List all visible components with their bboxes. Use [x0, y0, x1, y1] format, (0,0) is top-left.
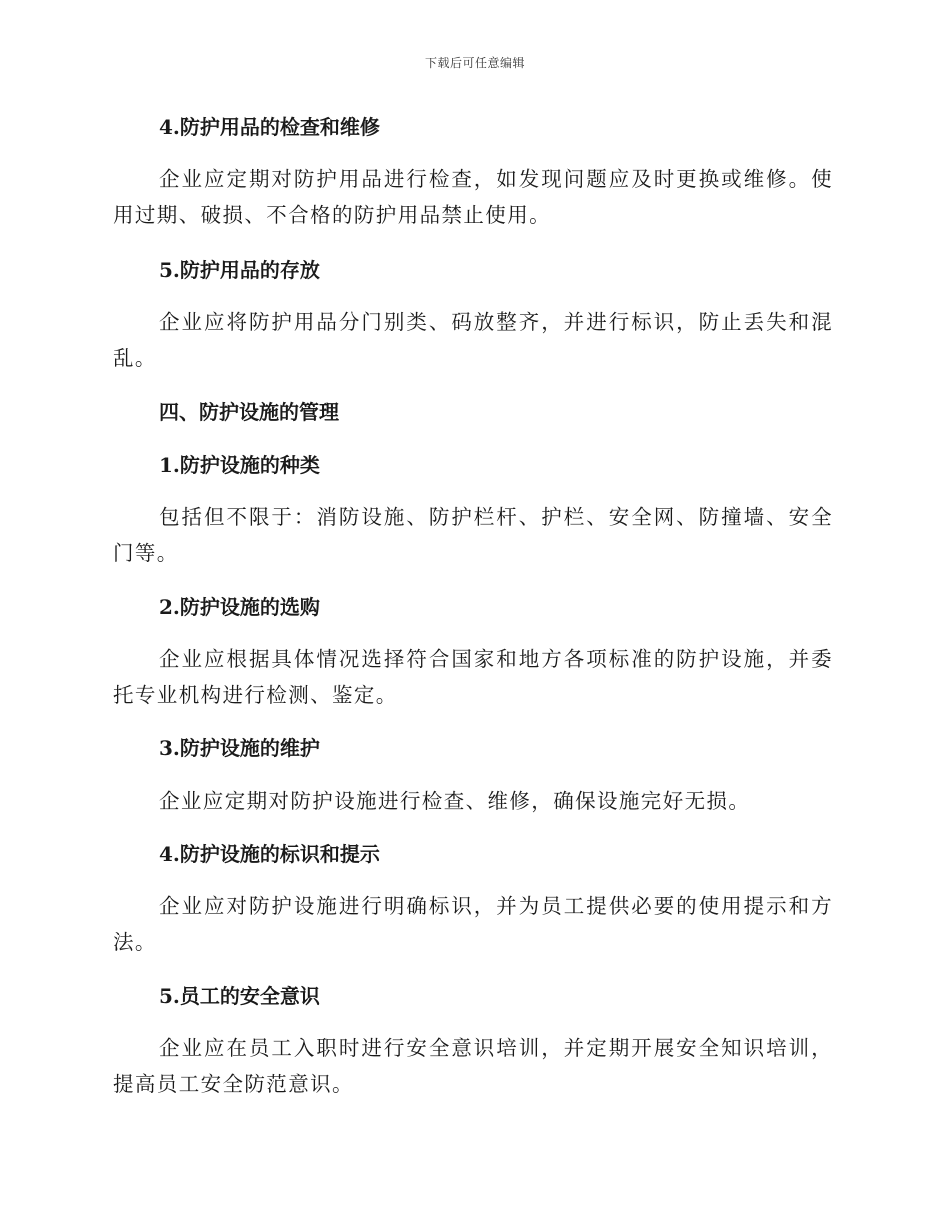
- section-heading: 1.防护设施的种类: [159, 453, 320, 477]
- section-paragraph: 包括但不限于：消防设施、防护栏杆、护栏、安全网、防撞墙、安全门等。: [113, 505, 833, 565]
- section-heading: 2.防护设施的选购: [159, 595, 320, 619]
- section-paragraph: 企业应定期对防护用品进行检查，如发现问题应及时更换或维修。使用过期、破损、不合格的防护用品禁止使用。: [113, 167, 833, 227]
- section-paragraph-block: [113, 304, 833, 376]
- section-heading: 4.防护用品的检查和维修: [159, 115, 380, 139]
- chapter-heading: 四、防护设施的管理: [159, 400, 339, 424]
- section-heading: 3.防护设施的维护: [159, 736, 320, 760]
- section-paragraph: 企业应定期对防护设施进行检查、维修，确保设施完好无损。: [159, 789, 751, 813]
- section-facility-signage: [113, 837, 833, 871]
- section-protective-equipment-storage: [113, 253, 833, 287]
- section-paragraph: 企业应将防护用品分门别类、码放整齐，并进行标识，防止丢失和混乱。: [113, 310, 833, 370]
- section-heading: 4.防护设施的标识和提示: [159, 842, 380, 866]
- section-facility-types: [113, 448, 833, 482]
- section-paragraph-block: [113, 1030, 833, 1102]
- section-protective-equipment-inspection: [113, 110, 833, 144]
- section-paragraph-block: [113, 888, 833, 960]
- section-facility-purchase: [113, 590, 833, 624]
- section-paragraph: 企业应根据具体情况选择符合国家和地方各项标准的防护设施，并委托专业机构进行检测、鉴定。: [113, 647, 833, 707]
- section-paragraph-block: [113, 783, 833, 819]
- page-header: 下载后可任意编辑: [424, 56, 525, 70]
- section-heading: 5.员工的安全意识: [159, 984, 320, 1008]
- section-paragraph-block: [113, 161, 833, 233]
- section-paragraph: 企业应在员工入职时进行安全意识培训，并定期开展安全知识培训，提高员工安全防范意识。: [113, 1036, 833, 1096]
- section-employee-safety-awareness: [113, 979, 833, 1013]
- section-facility-maintenance: [113, 731, 833, 765]
- section-paragraph-block: [113, 641, 833, 713]
- section-paragraph-block: [113, 499, 833, 571]
- chapter-protective-facilities: [113, 395, 833, 429]
- section-heading: 5.防护用品的存放: [159, 258, 320, 282]
- section-paragraph: 企业应对防护设施进行明确标识，并为员工提供必要的使用提示和方法。: [113, 894, 833, 954]
